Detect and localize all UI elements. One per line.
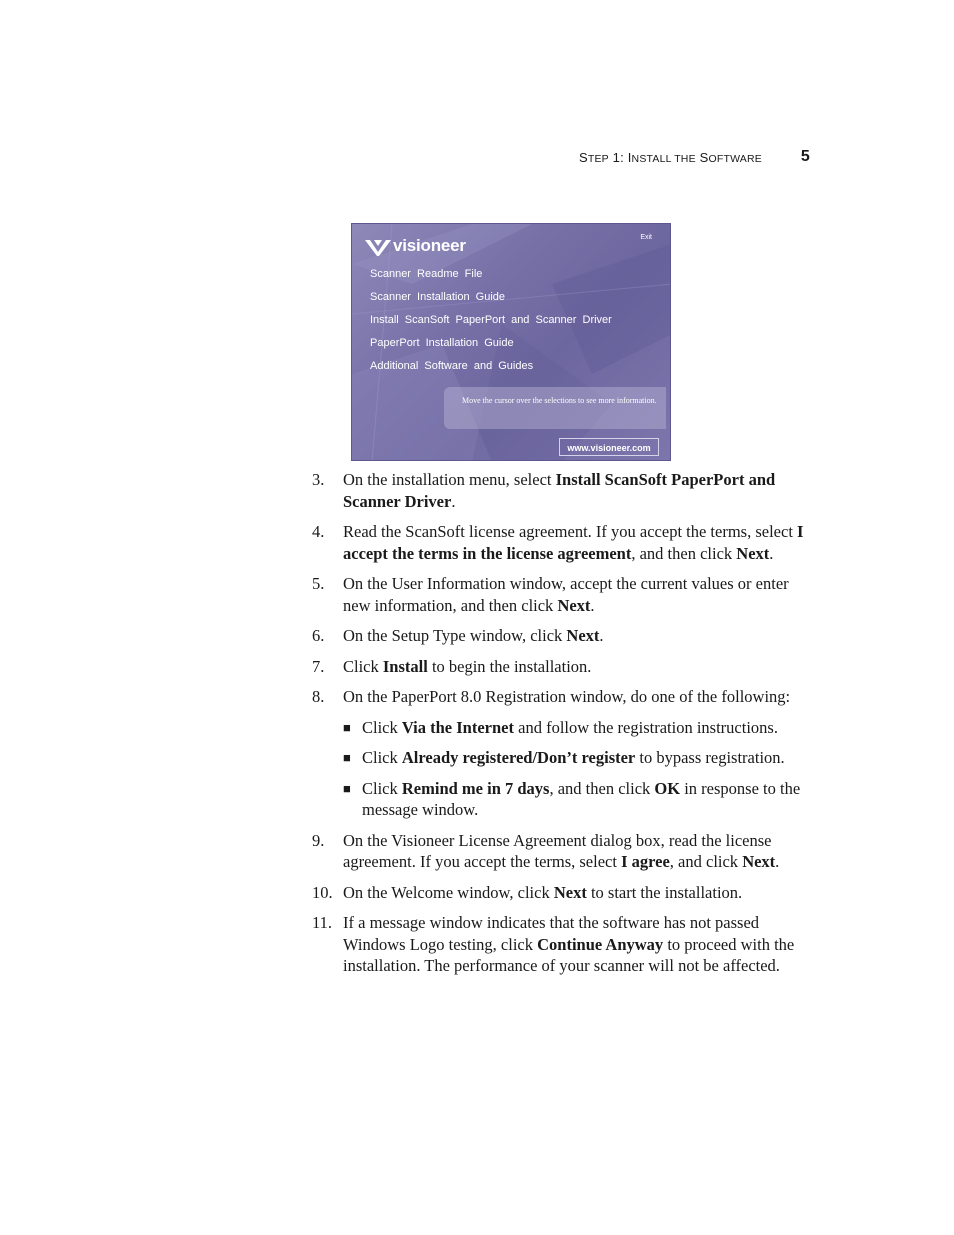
step-text: On the installation menu, select <box>343 470 556 489</box>
list-item <box>312 882 812 904</box>
step-body <box>343 469 812 512</box>
step-number: 8. <box>312 687 325 706</box>
step-body <box>343 686 812 708</box>
step-text: in response to the message window. <box>362 778 801 819</box>
step-text: to begin the installation. <box>427 656 592 676</box>
bold-term: I agree <box>621 852 670 871</box>
step-number: 4. <box>312 522 325 541</box>
info-panel <box>444 387 666 429</box>
square-bullet-icon: ■ <box>343 719 351 735</box>
step-text: Click <box>362 717 402 737</box>
step-number: 10. <box>312 882 333 902</box>
menu-item-install-scansoft-paperport[interactable]: Install ScanSoft PaperPort and Scanner Driver <box>370 314 612 326</box>
step-text: and follow the registration instructions. <box>514 717 778 737</box>
step-text: Read the ScanSoft license agreement. If you accept the terms, select <box>343 522 798 541</box>
menu-item-scanner-readme[interactable]: Scanner Readme File <box>370 268 483 280</box>
bold-term: Next <box>557 595 591 615</box>
step-body <box>343 656 812 678</box>
step-text: Click <box>343 656 383 676</box>
step-text: . <box>599 626 604 645</box>
page-number: 5 <box>800 148 810 165</box>
step-number: 6. <box>312 626 325 645</box>
step-text: , and then click <box>631 543 737 563</box>
step-body <box>343 882 812 904</box>
step-body <box>343 830 812 873</box>
menu-item-paperport-installation-guide[interactable]: PaperPort Installation Guide <box>370 337 514 349</box>
sub-list <box>343 717 812 821</box>
bold-term: Via the Internet <box>401 717 514 737</box>
list-item <box>312 912 812 977</box>
square-bullet-icon: ■ <box>343 750 351 765</box>
step-body <box>343 625 812 647</box>
step-text: , and then click <box>549 778 655 798</box>
bold-term: Install <box>382 656 428 676</box>
square-bullet-icon: ■ <box>343 780 351 796</box>
step-text: . <box>590 595 595 615</box>
step-text: Click <box>362 748 402 767</box>
bold-term: Install ScanSoft PaperPort and Scanner Driver <box>343 470 776 511</box>
step-number: 3. <box>312 470 325 489</box>
bold-term: Continue Anyway <box>537 934 664 954</box>
list-item <box>312 830 812 873</box>
installer-menu <box>370 266 670 381</box>
step-text: On the PaperPort 8.0 Registration window, do one of the following: <box>343 687 791 706</box>
step-number: 9. <box>312 830 325 850</box>
menu-item-additional-software[interactable]: Additional Software and Guides <box>370 360 534 372</box>
step-text: On the Visioneer License Agreement dialog box, read the license agreement. If you accept the terms, select <box>343 830 772 871</box>
installer-menu-screenshot: visioneer Exit Scanner Readme File Scanner Installation Guide Install ScanSoft PaperPort and Scanner Driver PaperPort Installation Guide Additional Software and Guides Move the cursor over the selections to see more information. www.visioneer.com <box>351 223 671 461</box>
list-item <box>312 469 812 512</box>
list-item <box>312 686 812 821</box>
step-text: . <box>451 491 456 511</box>
step-text: If a message window indicates that the software has not passed Windows Logo testing, click <box>343 913 760 954</box>
step-text: , and click <box>669 852 743 871</box>
step-number: 7. <box>312 656 325 676</box>
list-item <box>312 656 812 678</box>
step-body <box>343 573 812 616</box>
bold-term: Next <box>553 882 587 902</box>
step-text: On the Welcome window, click <box>343 882 554 902</box>
step-text: to proceed with the installation. The performance of your scanner will not be affected. <box>343 934 795 975</box>
step-text: On the Setup Type window, click <box>343 626 567 645</box>
installation-steps <box>312 469 812 986</box>
list-item <box>312 625 812 647</box>
step-text: to bypass registration. <box>635 748 785 767</box>
bold-term: Next <box>566 626 600 645</box>
bold-term: I accept the terms in the license agreement <box>343 522 804 563</box>
sub-list-item <box>343 778 812 821</box>
bold-term: Next <box>736 543 770 563</box>
step-text: Click <box>362 778 402 798</box>
step-body <box>343 521 812 564</box>
step-text: . <box>775 852 780 871</box>
menu-item-scanner-installation-guide[interactable]: Scanner Installation Guide <box>370 291 506 303</box>
sub-list-item <box>343 747 812 769</box>
exit-button[interactable]: Exit <box>640 234 652 241</box>
step-text: to start the installation. <box>586 882 743 902</box>
visioneer-v-icon <box>365 238 391 256</box>
step-text: . <box>769 543 774 563</box>
info-text: Move the cursor over the selections to see more information. <box>462 396 657 405</box>
step-number: 11. <box>312 913 333 932</box>
list-item <box>312 521 812 564</box>
bold-term: Next <box>742 852 776 871</box>
list-item <box>312 573 812 616</box>
step-text: On the User Information window, accept the current values or enter new information, and then click <box>343 574 789 615</box>
bold-term: Already registered/Don’t register <box>401 748 636 767</box>
bold-term: Remind me in 7 days <box>401 778 550 798</box>
sub-list-item <box>343 717 812 739</box>
website-link[interactable]: www.visioneer.com <box>559 438 659 456</box>
step-body <box>343 912 812 977</box>
step-number: 5. <box>312 574 325 593</box>
running-header <box>520 148 810 168</box>
section-title: STEP 1: INSTALL THE SOFTWARE <box>578 150 762 165</box>
bold-term: OK <box>654 778 681 798</box>
